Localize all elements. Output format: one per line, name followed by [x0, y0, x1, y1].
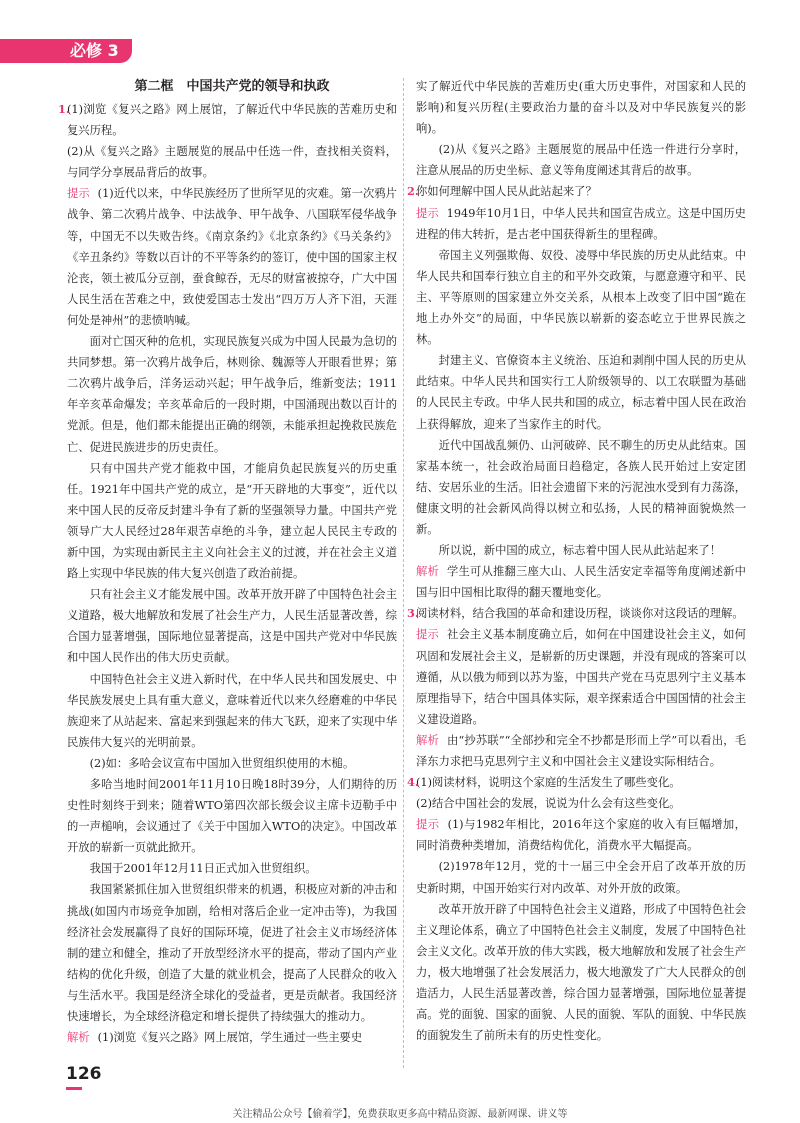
question-1b: (2)从《复兴之路》主题展览的展品中任选一件，查找相关资料，与同学分享展品背后的故事。 [67, 145, 397, 180]
paragraph: 改革开放开辟了中国特色社会主义道路，形成了中国特色社会主义理论体系，确立了中国特色社会主义制度，发展了中国特色社会主义文化。改革开放的伟大实践，极大地解放和发展了社会生产力，极大地增强了社会发展活力，极大地激发了广大人民群众的创造活力，人民生活显著改善，综合国力显著增强，国际地位显著提高。党的面貌、国家的面貌、人民的面貌、军队的面貌、中华民族的面貌发生了前所未有的历史性变化。 [416, 902, 746, 1043]
question-4a: (1)阅读材料，说明这个家庭的生活发生了哪些变化。 [416, 776, 681, 790]
hint-text: (1)近代以来，中华民族经历了世所罕见的灾难。第一次鸦片战争、第二次鸦片战争、中法战争、甲午战争、八国联军侵华战争等，中国无不以失败告终。《南京条约》《北京条约》《马关条约》《辛丑条约》等数以百计的不平等条约的签订，使中国的国家主权沦丧，领土被瓜分豆剖，蚕食鲸吞，无尽的财富被掠夺，广大中国人民生活在苦难之中，致使爱国志士发出“四万万人齐下泪，天涯何处是神州”的悲愤呐喊。 [67, 187, 397, 327]
analysis-text: 学生可从推翻三座大山、人民生活安定幸福等角度阐述新中国与旧中国相比取得的翻天覆地变化。 [416, 565, 746, 600]
hint-text: 社会主义基本制度确立后，如何在中国建设社会主义，如何巩固和发展社会主义，是崭新的历史课题，并没有现成的答案可以遵循，从以俄为师到以苏为鉴，中国共产党在马克思列宁主义基本原理指导下，结合中国具体实际，艰辛探索适合中国国情的社会主义建设道路。 [416, 628, 746, 726]
volume-tab-label: 必修 3 [70, 41, 119, 60]
question-1 [58, 99, 397, 183]
hint-tag: 提示 [416, 628, 440, 642]
paragraph: 面对亡国灭种的危机，实现民族复兴成为中国人民最为急切的共同梦想。第一次鸦片战争后，林则徐、魏源等人开眼看世界；第二次鸦片战争后，洋务运动兴起；甲午战争后，维新变法；1911年辛亥革命爆发；辛亥革命后的一段时期，中国涌现出数以百计的党派。但是，他们都未能提出正确的纲领，未能承担起挽救民族危亡、促进民族进步的历史责任。 [67, 335, 397, 454]
question-4 [407, 772, 746, 814]
paragraph: 只有中国共产党才能救中国，才能肩负起民族复兴的历史重任。1921年中国共产党的成立，是“开天辟地的大事变”，近代以来中国人民的反帝反封建斗争有了新的坚强领导力量。中国共产党领导广大人民经过28年艰苦卓绝的斗争，建立起人民民主专政的新中国，为实现由新民主主义向社会主义的过渡，并在社会主义道路上实现中华民族的伟大复兴创造了政治前提。 [67, 461, 397, 581]
paragraph: 中国特色社会主义进入新时代，在中华人民共和国发展史、中华民族发展史上具有重大意义，意味着近代以来久经磨难的中华民族迎来了从站起来、富起来到强起来的伟大飞跃，迎来了实现中华民族伟大复兴的光明前景。 [67, 672, 397, 749]
paragraph: 封建主义、官僚资本主义统治、压迫和剥削中国人民的历史从此结束。中华人民共和国实行工人阶级领导的、以工农联盟为基础的人民民主专政。中华人民共和国的成立，标志着中国人民在政治上获得解放，迎来了当家作主的时代。 [416, 354, 746, 431]
paragraph: 我国紧紧抓住加入世贸组织带来的机遇，积极应对新的冲击和挑战(如国内市场竞争加剧，给相对落后企业一定冲击等)，为我国经济社会发展赢得了良好的国际环境，促进了社会主义市场经济体制的建立和健全，推动了开放型经济水平的提高，带动了国内产业结构的优化升级，创造了大量的就业机会，提高了人民群众的收入与生活水平。我国是经济全球化的受益者，更是贡献者。我国经济快速增长，为全球经济稳定和增长提供了持续强大的推动力。 [67, 883, 397, 1024]
hint-text: 1949年10月1日，中华人民共和国宣告成立。这是中国历史进程的伟大转折，是古老中国获得新生的里程碑。 [416, 206, 746, 241]
analysis-text: 由“抄苏联”“全部抄和完全不抄都是形而上学”可以看出，毛泽东力求把马克思列宁主义和中国社会主义建设实际相结合。 [416, 733, 746, 768]
analysis-paragraph [416, 730, 746, 772]
page-number: 126 [66, 1064, 102, 1084]
paragraph: (2)1978年12月，党的十一届三中全会开启了改革开放的历史新时期，中国开始实行对内改革、对外开放的政策。 [416, 860, 746, 895]
paragraph: (2)如：多哈会议宣布中国加入世贸组织使用的木槌。 [89, 756, 355, 770]
question-text: 你如何理解中国人民从此站起来了？ [416, 185, 597, 199]
paragraph: 只有社会主义才能发展中国。改革开放开辟了中国特色社会主义道路，极大地解放和发展了社会生产力，人民生活显著改善，综合国力显著增强，国际地位显著提高，这是中国共产党对中华民族和中国人民作出的伟大历史贡献。 [67, 588, 397, 665]
question-number: 1. [58, 102, 70, 116]
hint-tag: 提示 [67, 187, 90, 201]
analysis-tag: 解析 [67, 1031, 90, 1045]
page-number-bar [66, 1087, 82, 1090]
question-4b: (2)结合中国社会的发展，说说为什么会有这些变化。 [416, 797, 681, 811]
question-number: 4. [407, 775, 419, 790]
paragraph: 多哈当地时间2001年11月10日晚18时39分，人们期待的历史性时刻终于到来；随着WTO第四次部长级会议主席卡迈勒手中的一声槌响，会议通过了《关于中国加入WTO的决定》。中国改革开放的崭新一页就此掀开。 [67, 778, 397, 855]
analysis-paragraph [416, 561, 746, 603]
hint-text: (1)与1982年相比，2016年这个家庭的收入有巨幅增加，同时消费种类增加，消费结构优化，消费水平大幅提高。 [416, 818, 746, 853]
analysis-text: (1)浏览《复兴之路》网上展馆，学生通过一些主要史 [97, 1031, 363, 1045]
hint-paragraph [416, 814, 746, 856]
left-column [58, 76, 397, 1048]
analysis-paragraph [67, 1027, 397, 1048]
paragraph: 实了解近代中华民族的苦难历史(重大历史事件，对国家和人民的影响)和复兴历程(主要政治力量的奋斗以及对中华民族复兴的影响)。 [416, 80, 746, 136]
analysis-tag: 解析 [416, 733, 439, 747]
question-2 [407, 181, 746, 202]
section-title: 第二框 中国共产党的领导和执政 [134, 79, 330, 94]
question-3 [407, 603, 746, 624]
question-text: 阅读材料，结合我国的革命和建设历程，谈谈你对这段话的理解。 [416, 607, 744, 621]
hint-paragraph [67, 183, 397, 331]
hint-tag: 提示 [416, 206, 439, 220]
paragraph: 所以说，新中国的成立，标志着中国人民从此站起来了！ [438, 544, 722, 558]
right-column [407, 76, 746, 1046]
column-divider [403, 78, 404, 1068]
volume-tab [0, 39, 132, 63]
paragraph: 近代中国战乱频仍、山河破碎、民不聊生的历史从此结束。国家基本统一，社会政治局面日趋稳定，各族人民开始过上安定团结、安居乐业的生活。旧社会遗留下来的污泥浊水受到有力荡涤，健康文明的社会新风尚得以树立和弘扬，人民的精神面貌焕然一新。 [416, 438, 746, 536]
hint-paragraph [416, 203, 746, 245]
hint-paragraph [416, 624, 746, 729]
footer-note: 关注精品公众号【偷着学】，免费获取更多高中精品资源、最新网课、讲义等 [232, 1109, 568, 1120]
paragraph: 帝国主义列强欺侮、奴役、凌辱中华民族的历史从此结束。中华人民共和国奉行独立自主的和平外交政策，与愿意遵守和平、民主、平等原则的国家建立外交关系，从根本上改变了旧中国“跪在地上办外交”的局面，中华民族以崭新的姿态屹立于世界民族之林。 [416, 248, 746, 347]
paragraph: 我国于2001年12月11日正式加入世贸组织。 [89, 862, 317, 876]
paragraph: (2)从《复兴之路》主题展览的展品中任选一件进行分享时，注意从展品的历史坐标、意义等角度阐述其背后的故事。 [416, 143, 746, 178]
question-number: 3. [407, 606, 419, 621]
analysis-tag: 解析 [416, 565, 440, 579]
question-number: 2. [407, 184, 419, 199]
hint-tag: 提示 [416, 818, 440, 832]
question-1a: (1)浏览《复兴之路》网上展馆，了解近代中华民族的苦难历史和复兴历程。 [67, 103, 397, 138]
